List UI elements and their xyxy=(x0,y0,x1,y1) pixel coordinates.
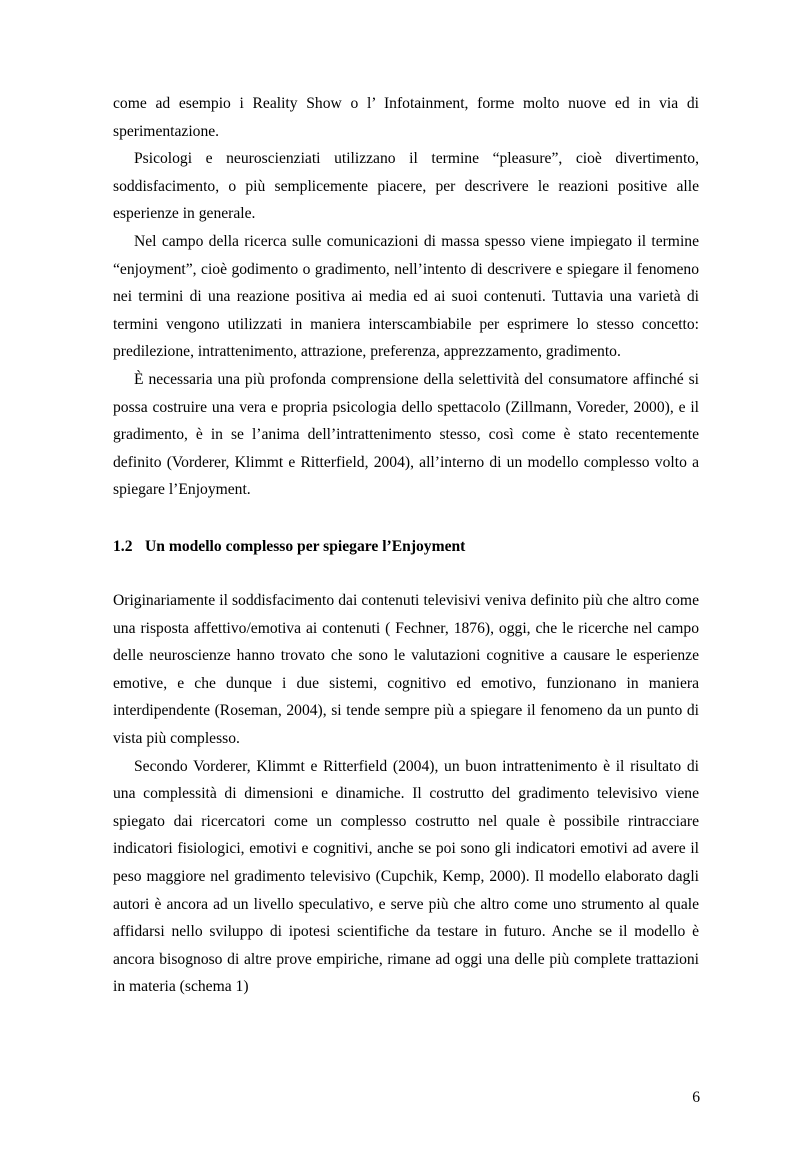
section-heading xyxy=(113,535,699,559)
paragraph-continuation: come ad esempio i Reality Show o l’ Infotainment, forme molto nuove ed in via di sperimentazione. xyxy=(113,95,699,140)
section-title: Un modello complesso per spiegare l’Enjoyment xyxy=(145,538,466,555)
paragraph-pleasure: Psicologi e neuroscienziati utilizzano il termine “pleasure”, cioè divertimento, soddisfacimento, o più semplicemente piacere, per descrivere le reazioni positive alle esperienze in generale. xyxy=(113,150,699,223)
body-text-top xyxy=(113,90,699,504)
body-text-bottom xyxy=(113,587,699,1001)
paragraph-model: Secondo Vorderer, Klimmt e Ritterfield (2004), un buon intrattenimento è il risultato di una complessità di dimensioni e dinamiche. Il costrutto del gradimento televisivo viene spiegato dai ricercatori come un complesso costrutto nel quale è possibile rintracciare indicatori fisiologici, emotivi e cognitivi, anche se poi sono gli indicatori emotivi ad avere il peso maggiore nel gradimento televisivo (Cupchik, Kemp, 2000). Il modello elaborato dagli autori è ancora ad un livello speculativo, e serve più che altro come uno strumento al quale affidarsi nello sviluppo di ipotesi scientifiche da testare in futuro. Anche se il modello è ancora bisognoso di altre prove empiriche, rimane ad oggi una delle più complete trattazioni in materia (schema 1) xyxy=(113,757,699,996)
paragraph-selectivity: È necessaria una più profonda comprensione della selettività del consumatore affinché si possa costruire una vera e propria psicologia dello spettacolo (Zillmann, Voreder, 2000), e il gradimento, è in se l’anima dell’intrattenimento stesso, così come è stato recentemente definito (Vorderer, Klimmt e Ritterfield, 2004), all’interno di un modello complesso volto a spiegare l’Enjoyment. xyxy=(113,370,699,499)
paragraph-origins: Originariamente il soddisfacimento dai contenuti televisivi veniva definito più che altro come una risposta affettivo/emotiva ai contenuti ( Fechner, 1876), oggi, che le ricerche nel campo delle neuroscienze hanno trovato che sono le valutazioni cognitive a causare le esperienze emotive, e che dunque i due sistemi, cognitivo ed emotivo, funzionano in maniera interdipendente (Roseman, 2004), si tende sempre più a spiegare il fenomeno da un punto di vista più complesso. xyxy=(113,592,699,747)
paragraph-enjoyment: Nel campo della ricerca sulle comunicazioni di massa spesso viene impiegato il termine “enjoyment”, cioè godimento o gradimento, nell’intento di descrivere e spiegare il fenomeno nei termini di una reazione positiva ai media ed ai suoi contenuti. Tuttavia una varietà di termini vengono utilizzati in maniera interscambiabile per esprimere lo stesso concetto: predilezione, intrattenimento, attrazione, preferenza, apprezzamento, gradimento. xyxy=(113,232,699,361)
section-number: 1.2 xyxy=(113,538,133,555)
page-number: 6 xyxy=(692,1089,700,1106)
